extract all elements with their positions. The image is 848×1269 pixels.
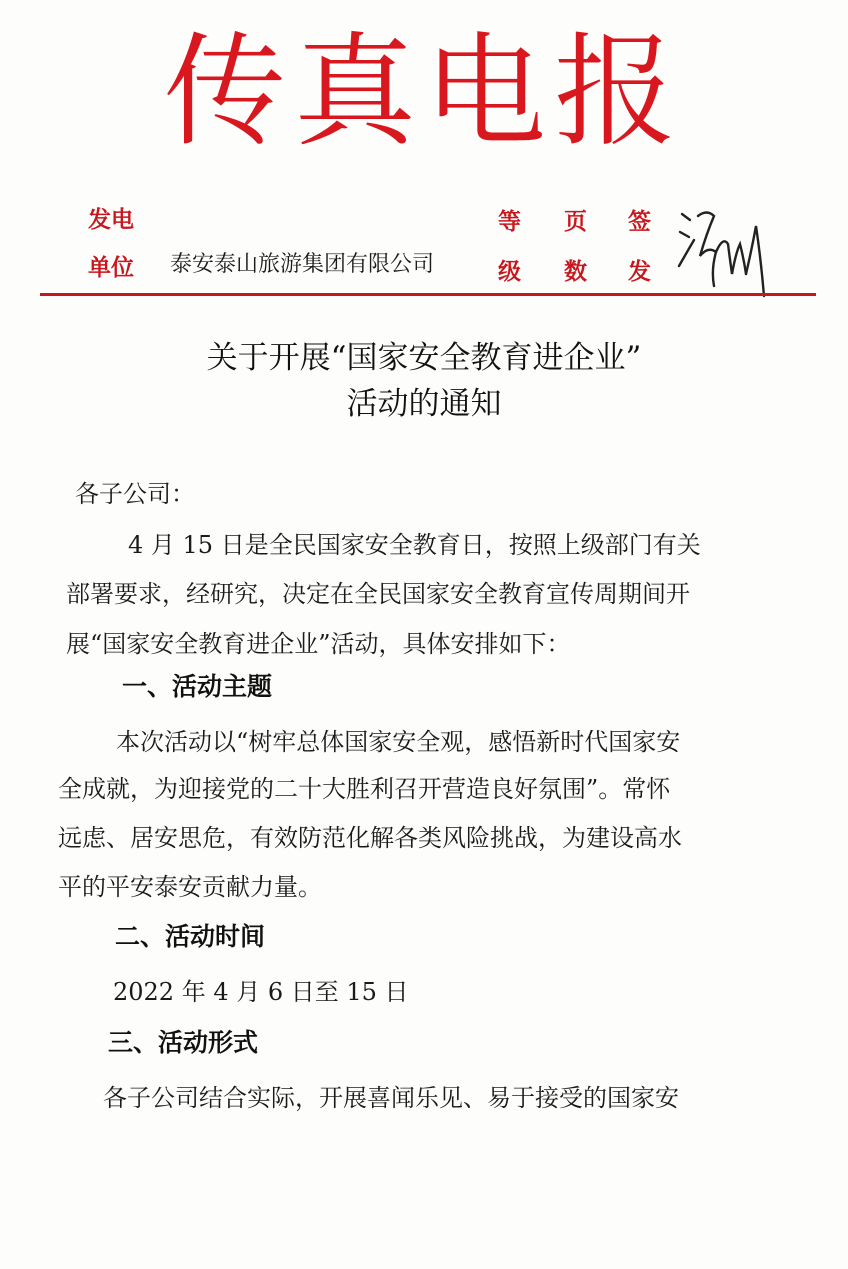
notice-title-line2: 活动的通知: [346, 386, 502, 422]
section1-line: 本次活动以“树牢总体国家安全观，感悟新时代国家安: [116, 728, 681, 756]
sender-label-line1: 发电: [88, 207, 134, 233]
notice-title-line1: 关于开展“国家安全教育进企业”: [206, 340, 642, 376]
section1-heading: 一、活动主题: [122, 672, 273, 701]
grade-label-line2: 级: [498, 259, 521, 285]
section1-line: 远虑、居安思危，有效防范化解各类风险挑战，为建设高水: [58, 824, 682, 852]
pages-label-line1: 页: [564, 209, 587, 235]
sender-unit-name: 泰安泰山旅游集团有限公司: [170, 252, 435, 277]
intro-line: 部署要求，经研究，决定在全民国家安全教育宣传周期间开: [66, 580, 690, 608]
issuer-label-line2: 发: [628, 259, 651, 285]
handwritten-signature: [676, 200, 776, 300]
section3-line: 各子公司结合实际，开展喜闻乐见、易于接受的国家安: [103, 1084, 679, 1112]
issuer-label-line1: 签: [628, 209, 651, 235]
header-divider-red-rule: [40, 293, 816, 296]
pages-label-line2: 数: [564, 259, 587, 285]
section1-line: 全成就，为迎接党的二十大胜利召开营造良好氛围”。常怀: [58, 775, 671, 803]
sender-label-line2: 单位: [88, 255, 134, 281]
intro-line: 展“国家安全教育进企业”活动，具体安排如下：: [66, 630, 571, 658]
salutation: 各子公司：: [75, 480, 195, 508]
section1-line: 平的平安泰安贡献力量。: [58, 873, 322, 901]
section2-text: 2022 年 4 月 6 日至 15 日: [113, 978, 409, 1006]
fax-telegram-title: 传真电报: [164, 21, 684, 163]
intro-line: 4 月 15 日是全民国家安全教育日，按照上级部门有关: [128, 531, 701, 559]
section2-heading: 二、活动时间: [115, 922, 266, 951]
section3-heading: 三、活动形式: [108, 1028, 259, 1057]
grade-label-line1: 等: [498, 209, 521, 235]
